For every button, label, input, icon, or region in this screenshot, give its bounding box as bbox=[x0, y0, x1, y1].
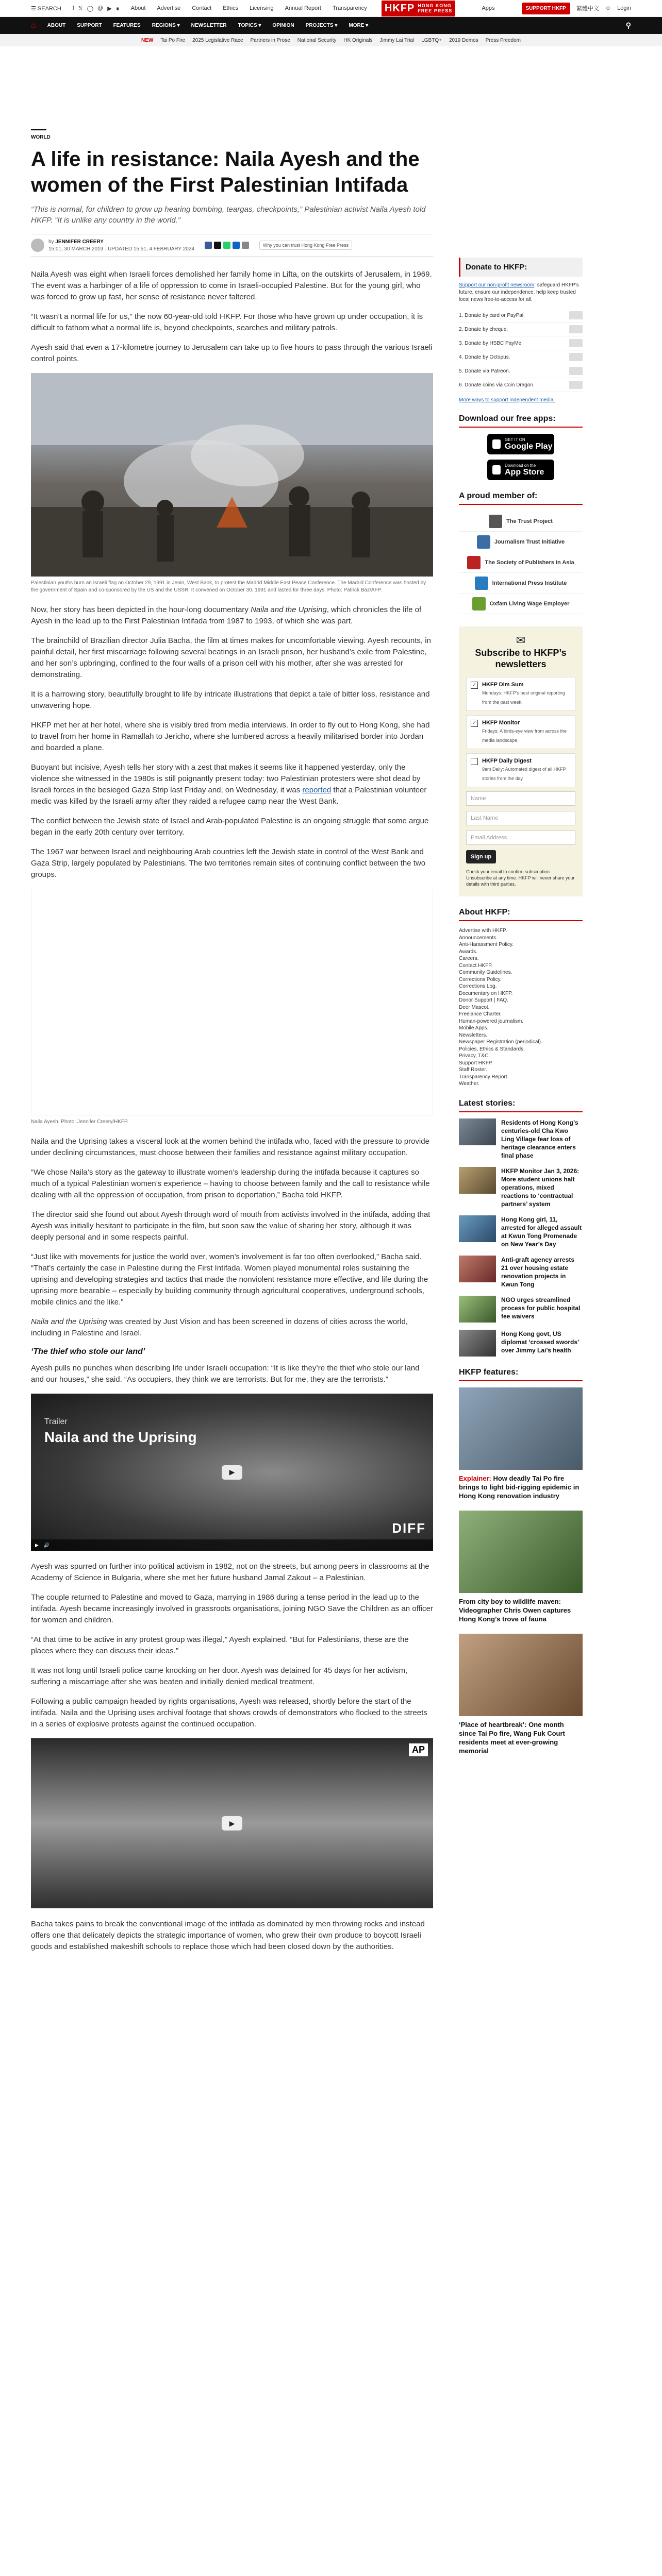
paragraph: Naila Ayesh was eight when Israeli forces demolished her family home in Lifta, on the outskirts of Jerusalem, in 1969. The event was a harbinger of a life of oppression to come in Israeli-occupied Palestine. But for the young girl, who was forced to grow up fast, her sense of resistance never faltered. bbox=[31, 270, 432, 301]
about-link[interactable]: Community Guidelines. bbox=[459, 970, 512, 975]
paragraph: The brainchild of Brazilian director Julia Bacha, the film at times makes for uncomfortable viewing. Ayesh recounts, in painful detail, her first miscarriage following several beatings in an Israeli prison, her husband’s exile from Palestine, and her son’s upbringing, confined to the four walls of a prison cell with his mother, after she was arrested for demonstrating. bbox=[31, 636, 431, 679]
nav-about[interactable]: ABOUT bbox=[47, 23, 66, 28]
paragraph: Now, her story has been depicted in the hour-long documentary Naila and the Uprising, which chronicles the life of Ayesh in the lead up to the First Palestinian Intifada from 1987 to 1993, of which she was part. bbox=[31, 605, 422, 625]
language-toggle[interactable]: 繁體中文 bbox=[576, 6, 599, 12]
about-link[interactable]: Deer Mascot. bbox=[459, 1004, 490, 1010]
instagram-icon[interactable]: ◯ bbox=[87, 5, 94, 12]
cheque-icon bbox=[569, 325, 583, 333]
paragraph: Ayesh pulls no punches when describing life under Israeli occupation: “It is like they’re the thief who stole our land and our houses,” she said. “As occupiers, they think we are terrorists. But for me, they are the terrorists.” bbox=[31, 1364, 420, 1384]
card-icon bbox=[569, 311, 583, 319]
reported-link[interactable]: reported bbox=[302, 786, 332, 794]
nav-regions[interactable]: REGIONS ▾ bbox=[152, 23, 180, 28]
search-icon[interactable]: ⚲ bbox=[625, 21, 631, 29]
last-name-field[interactable]: Last Name bbox=[466, 811, 575, 825]
name-field[interactable]: Name bbox=[466, 791, 575, 806]
newsletter-option[interactable]: HKFP Daily Digest 9am Daily: Automated digest of all HKFP stories from the day. bbox=[466, 753, 575, 787]
story-thumbnail[interactable] bbox=[459, 1167, 496, 1194]
about-link[interactable]: Contact HKFP. bbox=[459, 962, 493, 969]
section-label[interactable]: WORLD bbox=[31, 129, 46, 140]
top-link-ethics[interactable]: Ethics bbox=[223, 5, 239, 11]
whatsapp-share-icon[interactable] bbox=[223, 242, 230, 249]
newsletter-option[interactable]: ✓ HKFP Monitor Fridays: A birds-eye view from across the media landscape. bbox=[466, 715, 575, 749]
member-logo[interactable]: Journalism Trust Initiative bbox=[459, 532, 583, 552]
paragraph: Bacha takes pains to break the conventional image of the intifada as dominated by men throwing rocks and instead offers one that delicately depicts the strategic importance of women, who grew their own produce to boycott Israeli goods and established makeshift schools to replace those which had been closed down by the authorities. bbox=[31, 1920, 425, 1951]
email-field[interactable]: Email Address bbox=[466, 831, 575, 845]
about-links bbox=[459, 927, 583, 1088]
video-brand: DIFF bbox=[392, 1520, 426, 1536]
feature-image[interactable] bbox=[459, 1634, 583, 1716]
top-link-contact[interactable]: Contact bbox=[192, 5, 212, 11]
protest-photo-illustration bbox=[31, 373, 433, 577]
author-link[interactable]: JENNIFER CREERY bbox=[55, 239, 104, 245]
threads-icon[interactable]: @ bbox=[97, 5, 104, 11]
play-icon[interactable]: ▶ bbox=[222, 1816, 242, 1831]
by-label: by bbox=[48, 239, 54, 245]
sopa-icon bbox=[467, 556, 481, 569]
latest-story[interactable]: NGO urges streamlined process for public hospital fee waivers bbox=[459, 1296, 583, 1323]
volume-icon[interactable]: 🔊 bbox=[43, 1542, 50, 1548]
about-link[interactable]: Corrections Log. bbox=[459, 984, 497, 989]
youtube-icon[interactable]: ▶ bbox=[107, 5, 112, 12]
about-title: About HKFP: bbox=[459, 908, 583, 921]
member-logo[interactable]: The Society of Publishers in Asia bbox=[459, 552, 583, 573]
sign-up-button[interactable]: Sign up bbox=[466, 850, 496, 863]
login-link[interactable]: Login bbox=[617, 5, 631, 11]
paragraph: It is a harrowing story, beautifully brought to life by intricate illustrations that depict a tale of bitter loss, resistance and unwavering hope. bbox=[31, 690, 430, 710]
checkbox-checked[interactable]: ✓ bbox=[471, 682, 478, 689]
payme-icon bbox=[569, 339, 583, 347]
about-link[interactable]: Documentary on HKFP. bbox=[459, 990, 513, 996]
updated-date: UPDATED 15:51, 4 FEBRUARY 2024 bbox=[108, 246, 194, 252]
donate-option[interactable]: 2. Donate by cheque. bbox=[459, 323, 583, 336]
more-ways-link[interactable]: More ways to support independent media. bbox=[459, 397, 555, 403]
member-logo[interactable]: The Trust Project bbox=[459, 511, 583, 532]
trending-link[interactable]: Jimmy Lai Trial bbox=[379, 37, 415, 43]
trending-link[interactable]: 2019 Demos bbox=[449, 37, 478, 43]
facebook-share-icon[interactable] bbox=[205, 242, 212, 249]
play-control-icon[interactable]: ▶ bbox=[35, 1542, 39, 1548]
about-link[interactable]: Announcements. bbox=[459, 935, 498, 941]
nav-more[interactable]: MORE ▾ bbox=[349, 23, 369, 28]
paragraph: Ayesh was spurred on further into political activism in 1982, not on the streets, but among peers in classrooms at the Academy of Science in Bulgaria, where she met her future husband Jamal Zakout – a Palestinian. bbox=[31, 1562, 429, 1582]
about-link[interactable]: Anti-Harassment Policy. bbox=[459, 942, 514, 947]
rss-icon[interactable]: ∎ bbox=[115, 5, 120, 12]
paragraph: Naila and the Uprising was created by Just Vision and has been screened in dozens of cities across the world, including in Palestine and Israel. bbox=[31, 1317, 408, 1337]
about-link[interactable]: Weather. bbox=[459, 1081, 479, 1087]
avatar bbox=[31, 239, 44, 252]
donate-option[interactable]: 5. Donate via Patreon. bbox=[459, 364, 583, 378]
new-badge: NEW bbox=[141, 37, 154, 43]
about-link[interactable]: Privacy, T&C. bbox=[459, 1053, 490, 1059]
paragraph: It was not long until Israeli police came knocking on her door. Ayesh was detained for 45 days for her activism, suffering a miscarriage after she was beaten and initially denied medical treatment. bbox=[31, 1666, 408, 1686]
donate-option[interactable]: 1. Donate by card or PayPal. bbox=[459, 309, 583, 323]
about-link[interactable]: Newspaper Registration (periodical). bbox=[459, 1039, 542, 1045]
feature-story[interactable]: ‘Place of heartbreak’: One month since Tai Po fire, Wang Fuk Court residents meet at ever-growing memorial bbox=[459, 1634, 583, 1755]
member-logo[interactable]: International Press Institute bbox=[459, 573, 583, 594]
latest-story[interactable]: Hong Kong girl, 11, arrested for alleged assault at Kwun Tong Promenade on New Year’s Day bbox=[459, 1215, 583, 1248]
video-controls[interactable] bbox=[31, 1539, 433, 1551]
paragraph: “We chose Naila’s story as the gateway to illustrate women’s leadership during the intifada because it captures so much of a typical Palestinian women’s experience – having to choose between family and the call to resistance while dealing with all the oppression of occupation, from prison to deportation,” Bacha told HKFP. bbox=[31, 1168, 430, 1199]
trust-project-icon bbox=[489, 515, 502, 528]
about-link[interactable]: Mobile Apps. bbox=[459, 1025, 489, 1031]
nav-projects[interactable]: PROJECTS ▾ bbox=[305, 23, 338, 28]
paragraph: Naila and the Uprising takes a visceral look at the women behind the intifada who, faced with the pressure to provide under declining circumstances, must choose between their families and resistance against military occupation. bbox=[31, 1137, 429, 1157]
paragraph: “Just like with movements for justice the world over, women’s involvement is far too often overlooked,” Bacha said. “That’s certainly the case in Palestine during the First Intifada. Women played monumental roles sustaining the uprising and developing strategies and tactics that made the nonviolent resistance more effective, and life during the uprising more bearable – especially by building community through agricultural cooperatives, underground schools, mobile clinics and the like.” bbox=[31, 1252, 428, 1307]
feature-image[interactable] bbox=[459, 1387, 583, 1470]
email-share-icon[interactable] bbox=[242, 242, 249, 249]
checkbox[interactable] bbox=[471, 758, 478, 765]
nav-features[interactable]: FEATURES bbox=[113, 23, 141, 28]
about-link[interactable]: Human-powered journalism. bbox=[459, 1018, 524, 1024]
trailer-video[interactable] bbox=[31, 1394, 433, 1551]
trending-link[interactable]: LGBTQ+ bbox=[421, 37, 442, 43]
newsletter-fine-print: Check your email to confirm subscription. Unsubscribe at any time. HKFP will never share your details with third parties. bbox=[466, 869, 575, 887]
about-link[interactable]: Careers. bbox=[459, 956, 479, 961]
about-link[interactable]: Advertise with HKFP. bbox=[459, 928, 507, 934]
top-link-transparency[interactable]: Transparency bbox=[332, 5, 367, 11]
member-title: A proud member of: bbox=[459, 492, 583, 505]
newsletter-box bbox=[459, 626, 583, 896]
about-link[interactable]: Awards. bbox=[459, 948, 477, 955]
trust-badge[interactable]: Why you can trust Hong Kong Free Press bbox=[259, 241, 352, 250]
donate-option[interactable]: 6. Donate coins via Coin Dragon. bbox=[459, 378, 583, 392]
about-link[interactable]: Transparency Report. bbox=[459, 1074, 509, 1080]
checkbox-checked[interactable]: ✓ bbox=[471, 720, 478, 727]
published-date: 15:01, 30 MARCH 2019 bbox=[48, 246, 104, 252]
trending-link[interactable]: Partners in Prose bbox=[250, 37, 290, 43]
about-link[interactable]: Staff Roster. bbox=[459, 1067, 487, 1073]
paragraph: The couple returned to Palestine and moved to Gaza, marrying in 1986 during a tense period in the lead up to the intifada. Ayesh became increasingly involved in grassroots organisations, joining NGO Save the Children as an officer for women and children. bbox=[31, 1593, 433, 1624]
hkfp-logo[interactable]: HKFP HONG KONG FREE PRESS bbox=[382, 1, 455, 16]
about-link[interactable]: Freelance Charter. bbox=[459, 1011, 502, 1017]
story-thumbnail[interactable] bbox=[459, 1215, 496, 1242]
nav-newsletter[interactable]: NEWSLETTER bbox=[191, 23, 227, 28]
about-link[interactable]: Donor Support | FAQ. bbox=[459, 997, 508, 1003]
paragraph: HKFP met her at her hotel, where she is visibly tired from media interviews. In order to fly out to Hong Kong, she had to travel from her home in Ramallah to Jericho, where she lumbered across a heavily militarised border into Jordan and boarded a plane. bbox=[31, 721, 430, 752]
oxfam-icon bbox=[472, 597, 486, 611]
top-link-advertise[interactable]: Advertise bbox=[157, 5, 181, 11]
nav-support[interactable]: SUPPORT bbox=[77, 23, 102, 28]
trending-link[interactable]: HK Originals bbox=[343, 37, 373, 43]
video-title: Trailer Naila and the Uprising bbox=[44, 1417, 197, 1445]
ipi-icon bbox=[475, 577, 488, 590]
top-link-licensing[interactable]: Licensing bbox=[250, 5, 274, 11]
play-icon[interactable]: ▶ bbox=[222, 1465, 242, 1480]
donate-title: Donate to HKFP: bbox=[459, 258, 583, 277]
latest-story[interactable]: HKFP Monitor Jan 3, 2026: More student unions halt operations, mixed reactions to ‘contractual partners’ system bbox=[459, 1167, 583, 1208]
coin-dragon-icon bbox=[569, 381, 583, 389]
trending-bar bbox=[0, 34, 662, 46]
x-share-icon[interactable] bbox=[214, 242, 221, 249]
google-play-button[interactable]: GET IT ON Google Play bbox=[487, 434, 554, 454]
feature-image[interactable] bbox=[459, 1511, 583, 1593]
paragraph: “It wasn’t a normal life for us,” the now 60-year-old told HKFP. For those who have grown up under occupation, it is difficult to fathom what a normal life is, beyond checkpoints, searches and military patrols. bbox=[31, 312, 423, 332]
linkedin-share-icon[interactable] bbox=[233, 242, 240, 249]
paragraph: The 1967 war between Israel and neighbouring Arab countries left the Jewish state in control of the West Bank and Gaza Strip, largely populated by Palestinians. The two territories remain sites of continuing conflict between the two groups. bbox=[31, 848, 426, 879]
latest-story[interactable]: Anti-graft agency arrests 21 over housing estate renovation projects in Kwun Tong bbox=[459, 1256, 583, 1289]
trending-link[interactable]: Tai Po Fire bbox=[160, 37, 186, 43]
share-buttons bbox=[205, 242, 249, 249]
paragraph: The conflict between the Jewish state of Israel and Arab-populated Palestine is an ongoing struggle that some argue began in the early 20th century over territory. bbox=[31, 817, 429, 837]
photo-caption: Naila Ayesh. Photo: Jennifer Creery/HKFP. bbox=[31, 1119, 129, 1125]
paragraph: The director said she found out about Ayesh through word of mouth from activists involved in the intifada, adding that Ayesh was initially hesitant to participate in the film, but soon saw the value of sharing her story, although it was deeply personal and in some respects painful. bbox=[31, 1210, 431, 1242]
about-link[interactable]: Policies, Ethics & Standards. bbox=[459, 1046, 525, 1052]
donate-box bbox=[459, 258, 583, 403]
jti-icon bbox=[477, 535, 490, 549]
support-hkfp-button[interactable]: SUPPORT HKFP bbox=[522, 3, 570, 14]
story-thumbnail[interactable] bbox=[459, 1118, 496, 1145]
standfirst: “This is normal, for children to grow up hearing bombing, teargas, checkpoints,” Palestinian activist Naila Ayesh told HKFP. “It is unlike any country in the world.” bbox=[31, 205, 426, 225]
x-icon[interactable]: 𝕏 bbox=[78, 5, 83, 12]
sidebar bbox=[459, 258, 583, 1766]
member-logo[interactable]: Oxfam Living Wage Employer bbox=[459, 594, 583, 614]
feature-story[interactable]: Explainer: How deadly Tai Po fire brings to light bid-rigging epidemic in Hong Kong renovation industry bbox=[459, 1387, 583, 1500]
facebook-icon[interactable]: f bbox=[72, 5, 74, 11]
top-bar bbox=[0, 0, 662, 17]
feature-story[interactable]: From city boy to wildlife maven: Videographer Chris Owen captures Hong Kong’s trove of fauna bbox=[459, 1511, 583, 1623]
envelope-icon: ✉ bbox=[516, 634, 526, 647]
story-thumbnail[interactable] bbox=[459, 1256, 496, 1282]
latest-story[interactable]: Hong Kong govt, US diplomat ‘crossed swords’ over Jimmy Lai’s health bbox=[459, 1330, 583, 1357]
trending-link[interactable]: Press Freedom bbox=[485, 37, 521, 43]
trending-link[interactable]: 2025 Legislative Race bbox=[192, 37, 243, 43]
portrait-photo bbox=[31, 889, 433, 1115]
donate-text: Support our non-profit newsroom: safeguard HKFP’s future, ensure our independence, help keep trusted local news free-to-access for all. bbox=[459, 282, 579, 302]
trending-link[interactable]: National Security bbox=[297, 37, 337, 43]
nav-topics[interactable]: TOPICS ▾ bbox=[238, 23, 261, 28]
donate-option[interactable]: 3. Donate by HSBC PayMe. bbox=[459, 336, 583, 350]
story-thumbnail[interactable] bbox=[459, 1296, 496, 1323]
paragraph: Buoyant but incisive, Ayesh tells her story with a zest that makes it seems like it happened yesterday, only the violence she witnessed in the 1980s is still poignantly present today: two Palestinian protesters were shot dead by Israeli forces in the besieged Gaza Strip last Friday and, on Wednesday, it was reported that a Palestinian volunteer medic was killed by the Israeli army after they raided a refugee camp near the West Bank. bbox=[31, 763, 427, 806]
subheading: ‘The thief who stole our land’ bbox=[31, 1347, 145, 1356]
features-title: HKFP features: bbox=[459, 1368, 583, 1381]
story-thumbnail[interactable] bbox=[459, 1330, 496, 1357]
home-icon[interactable]: ⌂ bbox=[31, 21, 36, 30]
top-link-about[interactable]: About bbox=[130, 5, 146, 11]
support-newsroom-link[interactable]: Support our non-profit newsroom bbox=[459, 282, 535, 288]
ap-logo: AP bbox=[409, 1743, 428, 1756]
latest-title: Latest stories: bbox=[459, 1099, 583, 1112]
article-title: A life in resistance: Naila Ayesh and the women of the First Palestinian Intifada bbox=[31, 148, 420, 196]
protest-photo bbox=[31, 373, 433, 577]
archival-video[interactable] bbox=[31, 1738, 433, 1908]
apps-title: Download our free apps: bbox=[459, 414, 583, 428]
photo-caption: Palestinian youths burn an Israeli flag on October 29, 1991 in Jenin, West Bank, to protest the Madrid Middle East Peace Conference. The Madrid Conference was hosted by the government of Spain and co-sponsored by the US and the USSR. It convened on October 30, 1991 and lasted for three days. Photo: Patrick Baz/AFP. bbox=[31, 580, 426, 593]
social-icons bbox=[73, 5, 120, 12]
about-link[interactable]: Corrections Policy. bbox=[459, 976, 502, 982]
paragraph: “At that time to be active in any protest group was illegal,” Ayesh explained. “But for Palestinians, these are the places where they can discuss their ideas.” bbox=[31, 1635, 409, 1655]
top-link-annual-report[interactable]: Annual Report bbox=[285, 5, 321, 11]
byline: by JENNIFER CREERY 15:01, 30 MARCH 2019 · UPDATED 15:51, 4 FEBRUARY 2024 Why you can trust Hong Kong Free Press bbox=[31, 234, 433, 257]
main-nav bbox=[0, 17, 662, 34]
newsletter-option[interactable]: ✓ HKFP Dim Sum Mondays: HKFP’s best original reporting from the past week. bbox=[466, 677, 575, 711]
top-link-apps[interactable]: Apps bbox=[482, 5, 495, 11]
octopus-icon bbox=[569, 353, 583, 361]
nav-opinion[interactable]: OPINION bbox=[272, 23, 294, 28]
paragraph: Following a public campaign headed by rights organisations, Ayesh was released, shortly before the start of the intifada. Naila and the Uprising uses archival footage that shows crowds of demonstrators who flocked to the streets in a series of explosive protests against the continued occupation. bbox=[31, 1697, 427, 1728]
latest-story[interactable]: Residents of Hong Kong’s centuries-old Cha Kwo Ling Village fear loss of heritage clearance enters final phase bbox=[459, 1118, 583, 1160]
search-link[interactable]: ☰ SEARCH bbox=[31, 5, 61, 12]
article bbox=[31, 129, 433, 1961]
about-link[interactable]: Newsletters. bbox=[459, 1032, 488, 1038]
about-link[interactable]: Support HKFP. bbox=[459, 1060, 493, 1066]
newsletter-title: Subscribe to HKFP’s newsletters bbox=[475, 648, 567, 669]
app-store-button[interactable]: Download on the App Store bbox=[487, 460, 554, 480]
patreon-icon bbox=[569, 367, 583, 375]
donate-option[interactable]: 4. Donate by Octopus. bbox=[459, 350, 583, 364]
paragraph: Ayesh said that even a 17-kilometre journey to Jerusalem can take up to five hours to pass through the various Israeli control points. bbox=[31, 343, 433, 363]
user-icon[interactable]: ☺ bbox=[605, 5, 611, 11]
